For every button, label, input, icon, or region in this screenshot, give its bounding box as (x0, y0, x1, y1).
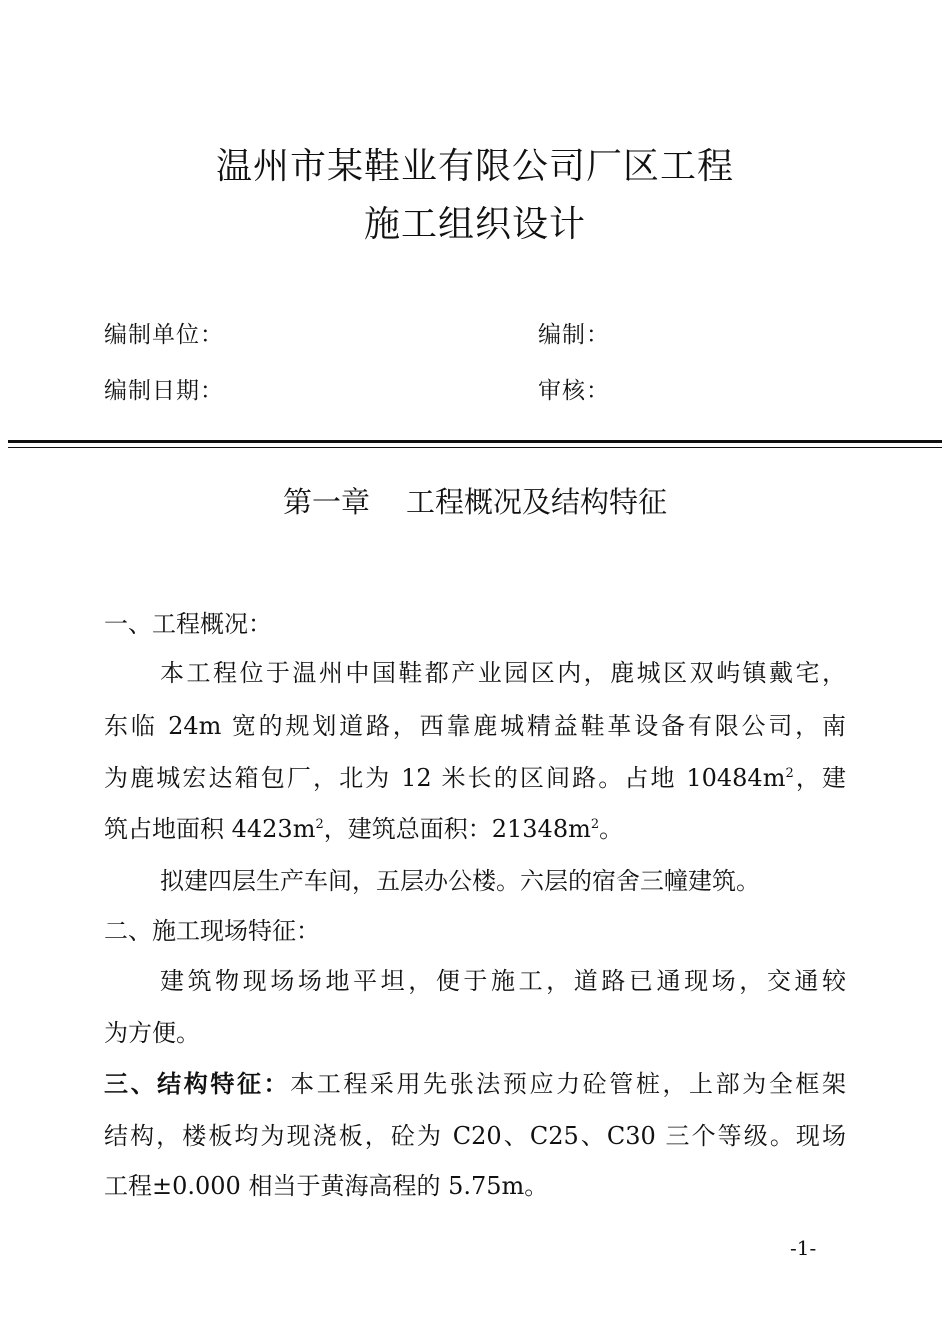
section1-p1-line4 (104, 809, 846, 844)
divider-thin (8, 447, 942, 448)
meta-editor-label: 编制： (538, 322, 610, 348)
section1-heading: 一、工程概况： (104, 610, 272, 638)
chapter-title: 工程概况及结构特征 (406, 485, 668, 519)
section1-p1-line3 (104, 758, 846, 793)
section1-p1-line3-text: 为鹿城宏达箱包厂，北为 12 米长的区间路。占地 10484m (104, 764, 786, 792)
section2-heading: 二、施工现场特征： (104, 917, 320, 945)
area-superscript: 2 (590, 817, 600, 832)
meta-date-label: 编制日期： (104, 378, 224, 404)
section1-p1-line2: 东临 24m 宽的规划道路，西靠鹿城精益鞋革设备有限公司，南 (104, 712, 846, 740)
section2-line1: 建筑物现场场地平坦，便于施工，道路已通现场，交通较 (160, 967, 846, 995)
section3-line1 (104, 1064, 846, 1099)
document-title-line1: 温州市某鞋业有限公司厂区工程 (215, 146, 734, 187)
chapter-heading (0, 480, 950, 521)
page-number: -1- (790, 1236, 817, 1260)
section3-heading: 三、结构特征： (104, 1070, 291, 1098)
area-superscript: 2 (785, 766, 794, 781)
section1-p2: 拟建四层生产车间，五层办公楼。六层的宿舍三幢建筑。 (160, 867, 760, 895)
section2-line2: 为方便。 (104, 1019, 200, 1047)
divider-thick (8, 440, 942, 443)
chapter-number: 第一章 (282, 485, 370, 519)
document-title-line2: 施工组织设计 (363, 204, 586, 245)
section1-p1-line1: 本工程位于温州中国鞋都产业园区内，鹿城区双屿镇戴宅， (160, 659, 846, 687)
section1-p1-line3-end: ，建 (793, 764, 847, 792)
section1-p1-line4-mid: ，建筑总面积：21348m (323, 815, 591, 843)
section3-line1-text: 本工程采用先张法预应力砼管桩，上部为全框架 (290, 1070, 847, 1098)
section1-p1-line4-text: 筑占地面积 4423m (104, 815, 316, 843)
section3-line2: 结构，楼板均为现浇板，砼为 C20、C25、C30 三个等级。现场 (104, 1122, 846, 1150)
section3-line3: 工程±0.000 相当于黄海高程的 5.75m。 (104, 1172, 549, 1200)
section1-p1-line4-end: 。 (599, 815, 624, 843)
meta-review-label: 审核： (538, 378, 610, 404)
area-superscript: 2 (315, 817, 324, 832)
meta-unit-label: 编制单位： (104, 322, 224, 348)
